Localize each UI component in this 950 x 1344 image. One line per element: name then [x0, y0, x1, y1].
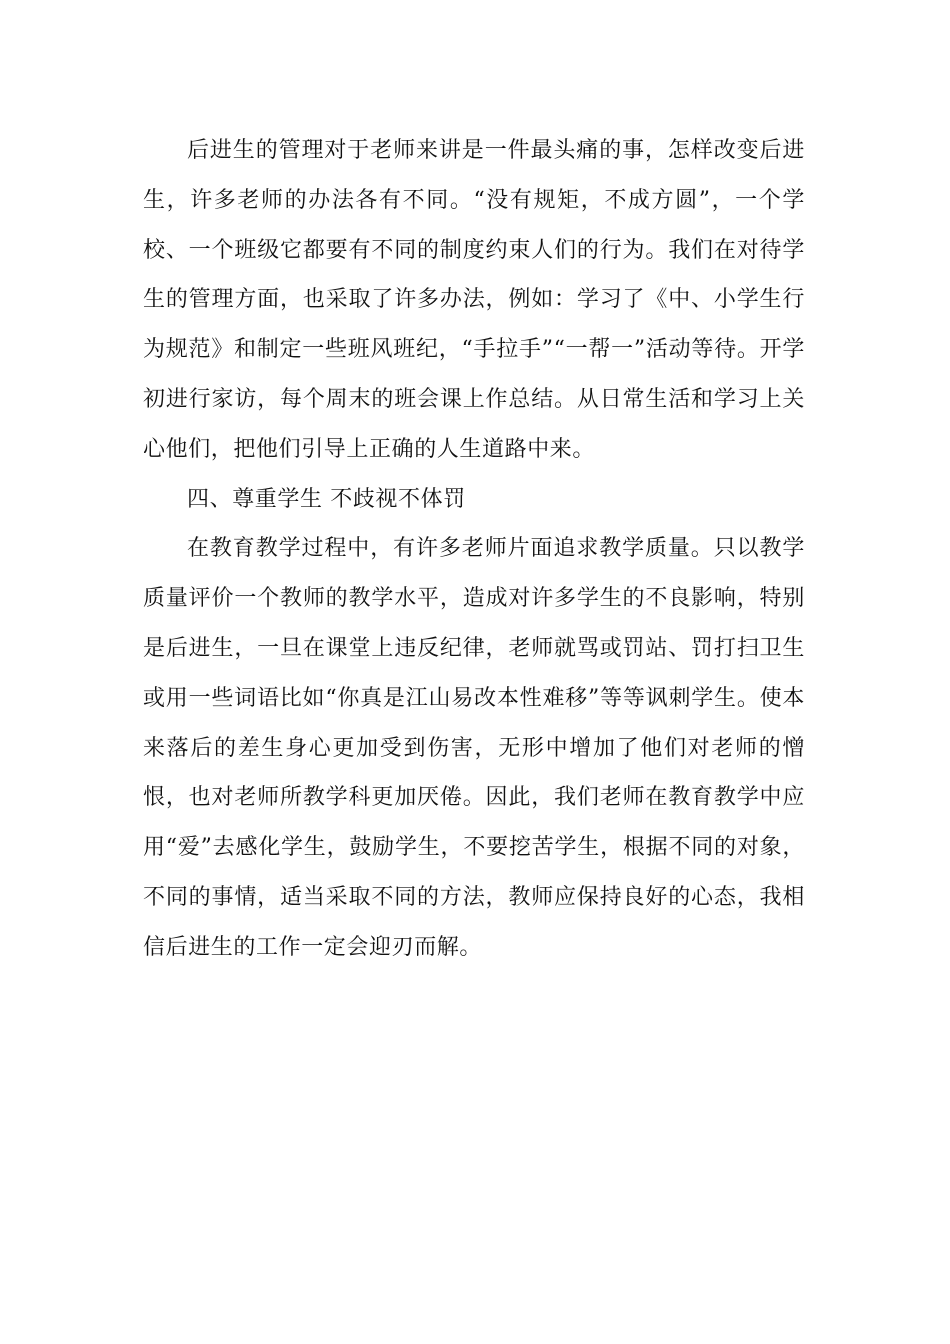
document-body	[143, 126, 805, 973]
paragraph-respect: 在教育教学过程中，有许多老师片面追求教学质量。只以教学质量评价一个教师的教学水平，造成对许多学生的不良影响，特别是后进生，一旦在课堂上违反纪律，老师就骂或罚站、罚打扫卫生或用一些词语比如“你真是江山易改本性难移”等等讽刺学生。使本来落后的差生身心更加受到伤害，无形中增加了他们对老师的憎恨，也对老师所教学科更加厌倦。因此，我们老师在教育教学中应用“爱”去感化学生，鼓励学生，不要挖苦学生，根据不同的对象，不同的事情，适当采取不同的方法，教师应保持良好的心态，我相信后进生的工作一定会迎刃而解。	[143, 536, 805, 960]
paragraph-management: 后进生的管理对于老师来讲是一件最头痛的事，怎样改变后进生，许多老师的办法各有不同。“没有规矩，不成方圆”，一个学校、一个班级它都要有不同的制度约束人们的行为。我们在对待学生的管理方面，也采取了许多办法，例如：学习了《中、小学生行为规范》和制定一些班风班纪，“手拉手”“一帮一”活动等待。开学初进行家访，每个周末的班会课上作总结。从日常生活和学习上关心他们，把他们引导上正确的人生道路中来。	[143, 138, 805, 462]
section-heading: 四、尊重学生 不歧视不体罚	[187, 486, 466, 512]
